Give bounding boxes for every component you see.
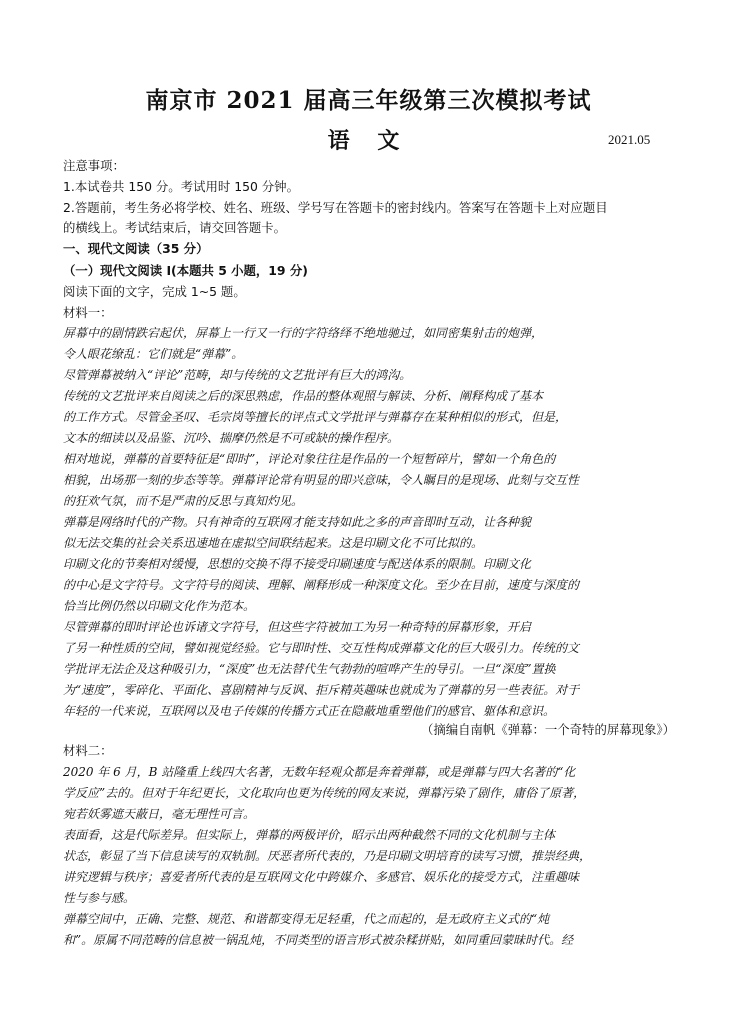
notes-item: 2.答题前，考生务必将学校、姓名、班级、学号写在答题卡的密封线内。答案写在答题卡上对应题目 — [63, 200, 608, 215]
material2-line: 学反应”去的。但对于年纪更长，文化取向也更为传统的网友来说，弹幕污染了剧作，庸俗了原著， — [63, 786, 586, 800]
material2-line: 状态，彰显了当下信息读写的双轨制。厌恶者所代表的，乃是印刷文明培育的读写习惯，推崇经典， — [63, 849, 592, 863]
material1-line: 令人眼花缭乱：它们就是“弹幕”。 — [63, 347, 244, 361]
material1-line: 印刷文化的节奏相对缓慢，思想的交换不得不接受印刷速度与配送体系的限制。印刷文化 — [63, 557, 532, 571]
material1-line: 恰当比例仍然以印刷文化作为范本。 — [63, 599, 256, 613]
material1-label: 材料一： — [63, 305, 113, 320]
exam-date: 2021.05 — [608, 132, 651, 147]
notes-heading: 注意事项： — [63, 158, 125, 173]
material1-line: 的中心是文字符号。文字符号的阅读、理解、阐释形成一种深度文化。至少在目前，速度与深度的 — [63, 578, 580, 592]
material1-line: 似无法交集的社会关系迅速地在虚拟空间联结起来。这是印刷文化不可比拟的。 — [63, 536, 484, 550]
material2-label: 材料二： — [63, 743, 113, 758]
material1-line: 传统的文艺批评来自阅读之后的深思熟虑，作品的整体观照与解读、分析、阐释构成了基本 — [63, 389, 544, 403]
material1-line: 弹幕是网络时代的产物。只有神奇的互联网才能支持如此之多的声音即时互动，让各种貌 — [63, 515, 532, 529]
material1-line: 年轻的一代来说，互联网以及电子传媒的传播方式正在隐蔽地重塑他们的感官、躯体和意识。 — [63, 704, 556, 718]
section-instruction: 阅读下面的文字，完成 1~5 题。 — [63, 284, 246, 299]
notes-item: 的横线上。考试结束后，请交回答题卡。 — [63, 220, 287, 235]
material1-line: 的狂欢气氛，而不是严肃的反思与真知灼见。 — [63, 494, 304, 508]
material1-line: 相貌，出场那一刻的步态等等。弹幕评论常有明显的即兴意味，令人瞩目的是现场、此刻与交互性 — [63, 473, 580, 487]
material2-line: 2020 年 6 月，B 站隆重上线四大名著，无数年轻观众都是奔着弹幕，或是弹幕与四大名著的“化 — [63, 765, 576, 779]
exam-title: 南京市 2021 届高三年级第三次模拟考试 — [145, 87, 592, 114]
material1-line: 为“速度”，零碎化、平面化、喜剧精神与反讽、拒斥精英趣味也就成为了弹幕的另一些表征。对于 — [63, 683, 580, 697]
material1-line: 了另一种性质的空间，譬如视觉经验。它与即时性、交互性构成弹幕文化的巨大吸引力。传统的文 — [63, 641, 580, 655]
notes-item: 1.本试卷共 150 分。考试用时 150 分钟。 — [63, 179, 299, 194]
material1-line: 屏幕中的剧情跌宕起伏，屏幕上一行又一行的字符络绎不绝地驰过，如同密集射击的炮弹， — [63, 326, 544, 340]
material1-line: 尽管弹幕被纳入“评论”范畴，却与传统的文艺批评有巨大的鸿沟。 — [63, 368, 412, 382]
material1-line: 的工作方式。尽管金圣叹、毛宗岗等擅长的评点式文学批评与弹幕存在某种相似的形式，但是， — [63, 410, 568, 424]
material2-line: 表面看，这是代际差异。但实际上，弹幕的两极评价，昭示出两种截然不同的文化机制与主体 — [63, 828, 556, 842]
section-subtitle: （一）现代文阅读 I(本题共 5 小题，19 分) — [63, 263, 308, 278]
material2-line: 性与参与感。 — [63, 891, 136, 905]
material1-source: （摘编自南帆《弹幕：一个奇特的屏幕现象》） — [420, 722, 675, 737]
material1-line: 相对地说，弹幕的首要特征是“即时”，评论对象往往是作品的一个短暂碎片，譬如一个角色的 — [63, 452, 556, 466]
material2-line: 宛若妖雾遮天蔽日，毫无理性可言。 — [63, 807, 256, 821]
material2-line: 弹幕空间中，正确、完整、规范、和谐都变得无足轻重，代之而起的，是无政府主义式的“炖 — [63, 912, 550, 926]
material1-line: 学批评无法企及这种吸引力，“深度”也无法替代生气勃勃的喧哗产生的导引。一旦“深度”置换 — [63, 662, 556, 676]
material1-line: 文本的细读以及品鉴、沉吟、揣摩仍然是不可或缺的操作程序。 — [63, 431, 400, 445]
subject-title: 语 文 — [327, 128, 410, 154]
material2-line: 和”。原属不同范畴的信息被一锅乱炖，不同类型的语言形式被杂糅拼贴，如同重回蒙昧时代。经 — [63, 933, 574, 947]
material2-line: 讲究逻辑与秩序；喜爱者所代表的是互联网文化中跨媒介、多感官、娱乐化的接受方式，注重趣味 — [63, 870, 580, 884]
section-title: 一、现代文阅读（35 分） — [63, 241, 209, 256]
material1-line: 尽管弹幕的即时评论也诉诸文字符号，但这些字符被加工为另一种奇特的屏幕形象，开启 — [63, 620, 532, 634]
